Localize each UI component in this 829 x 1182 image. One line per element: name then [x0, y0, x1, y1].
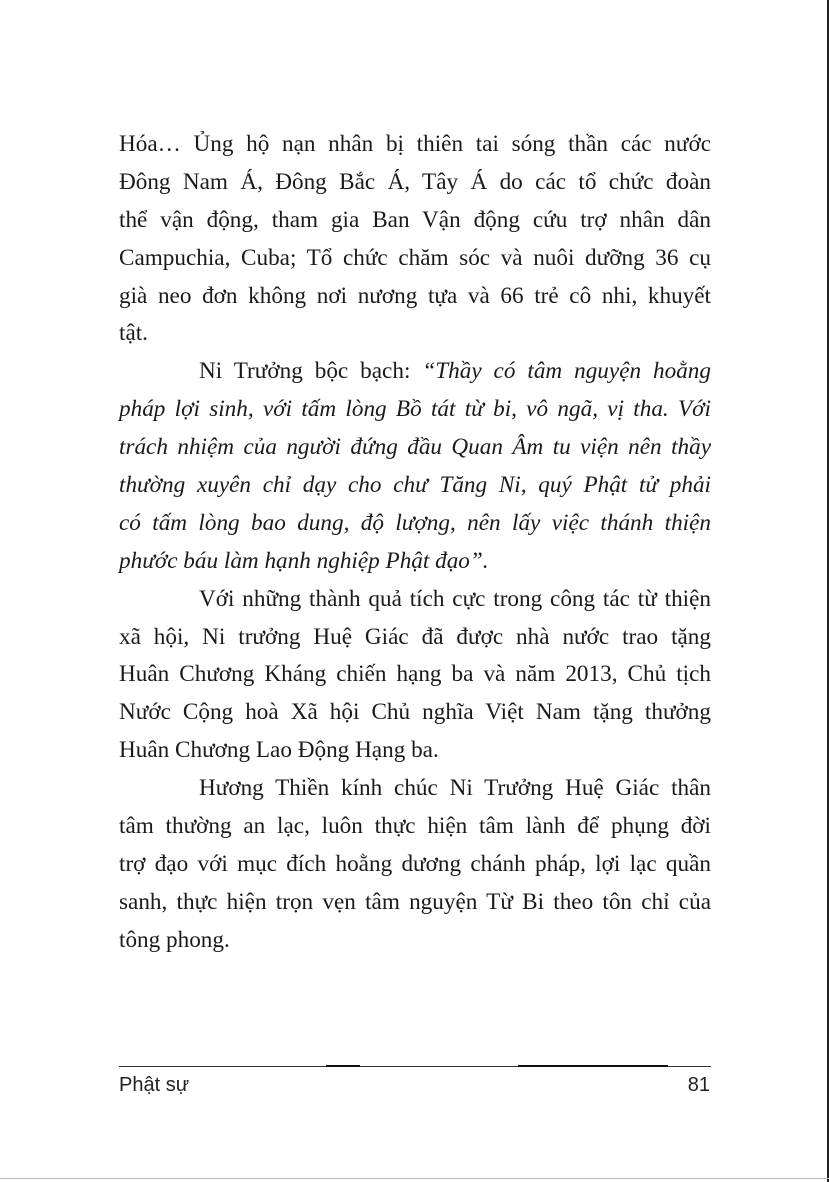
text-line: tật.	[119, 320, 148, 347]
footer-rule-accent	[518, 1065, 668, 1067]
text-line: tâm thường an lạc, luôn thực hiện tâm lành để phụng đời	[119, 813, 711, 840]
quote-start: “Thầy có tâm nguyện hoằng	[422, 358, 711, 385]
text-line: Hương Thiền kính chúc Ni Trưởng Huệ Giác thân	[199, 775, 711, 802]
footer-section-title: Phật sự	[119, 1074, 190, 1096]
quote-lead: Ni Trưởng bộc bạch:	[199, 358, 423, 385]
text-line: Nước Cộng hoà Xã hội Chủ nghĩa Việt Nam tặng thưởng	[119, 699, 711, 726]
quote-intro-line	[119, 353, 711, 391]
page-number: 81	[687, 1074, 710, 1096]
text-line: trợ đạo với mục đích hoằng dương chánh pháp, lợi lạc quần	[119, 850, 711, 877]
text-line: già neo đơn không nơi nương tựa và 66 trẻ cô nhi, khuyết	[119, 282, 711, 309]
page-bottom-line	[0, 1178, 829, 1179]
quote-line: thường xuyên chỉ dạy cho chư Tăng Ni, quý Phật tử phải	[119, 472, 711, 499]
body-text	[119, 126, 711, 960]
text-line: sanh, thực hiện trọn vẹn tâm nguyện Từ Bi theo tôn chỉ của	[119, 888, 711, 915]
text-line: tông phong.	[119, 926, 230, 953]
text-line: Đông Nam Á, Đông Bắc Á, Tây Á do các tổ chức đoàn	[119, 168, 711, 195]
quote-line: pháp lợi sinh, với tấm lòng Bồ tát từ bi, vô ngã, vị tha. Với	[119, 396, 711, 423]
text-line: Campuchia, Cuba; Tổ chức chăm sóc và nuôi dưỡng 36 cụ	[119, 244, 711, 271]
text-line: Hóa… Ủng hộ nạn nhân bị thiên tai sóng thần các nước	[119, 131, 711, 157]
quote-line: trách nhiệm của người đứng đầu Quan Âm tu viện nên thầy	[119, 434, 711, 461]
footer-rule-accent	[326, 1065, 360, 1067]
text-line: Với những thành quả tích cực trong công tác từ thiện	[199, 585, 711, 612]
text-line: Huân Chương Kháng chiến hạng ba và năm 2013, Chủ tịch	[119, 661, 711, 688]
text-line: thể vận động, tham gia Ban Vận động cứu trợ nhân dân	[119, 206, 711, 233]
text-line: Huân Chương Lao Động Hạng ba.	[119, 737, 439, 764]
text-line: xã hội, Ni trưởng Huệ Giác đã được nhà nước trao tặng	[119, 623, 711, 650]
quote-line: phước báu làm hạnh nghiệp Phật đạo”.	[119, 547, 489, 574]
quote-line: có tấm lòng bao dung, độ lượng, nên lấy việc thánh thiện	[119, 509, 711, 536]
